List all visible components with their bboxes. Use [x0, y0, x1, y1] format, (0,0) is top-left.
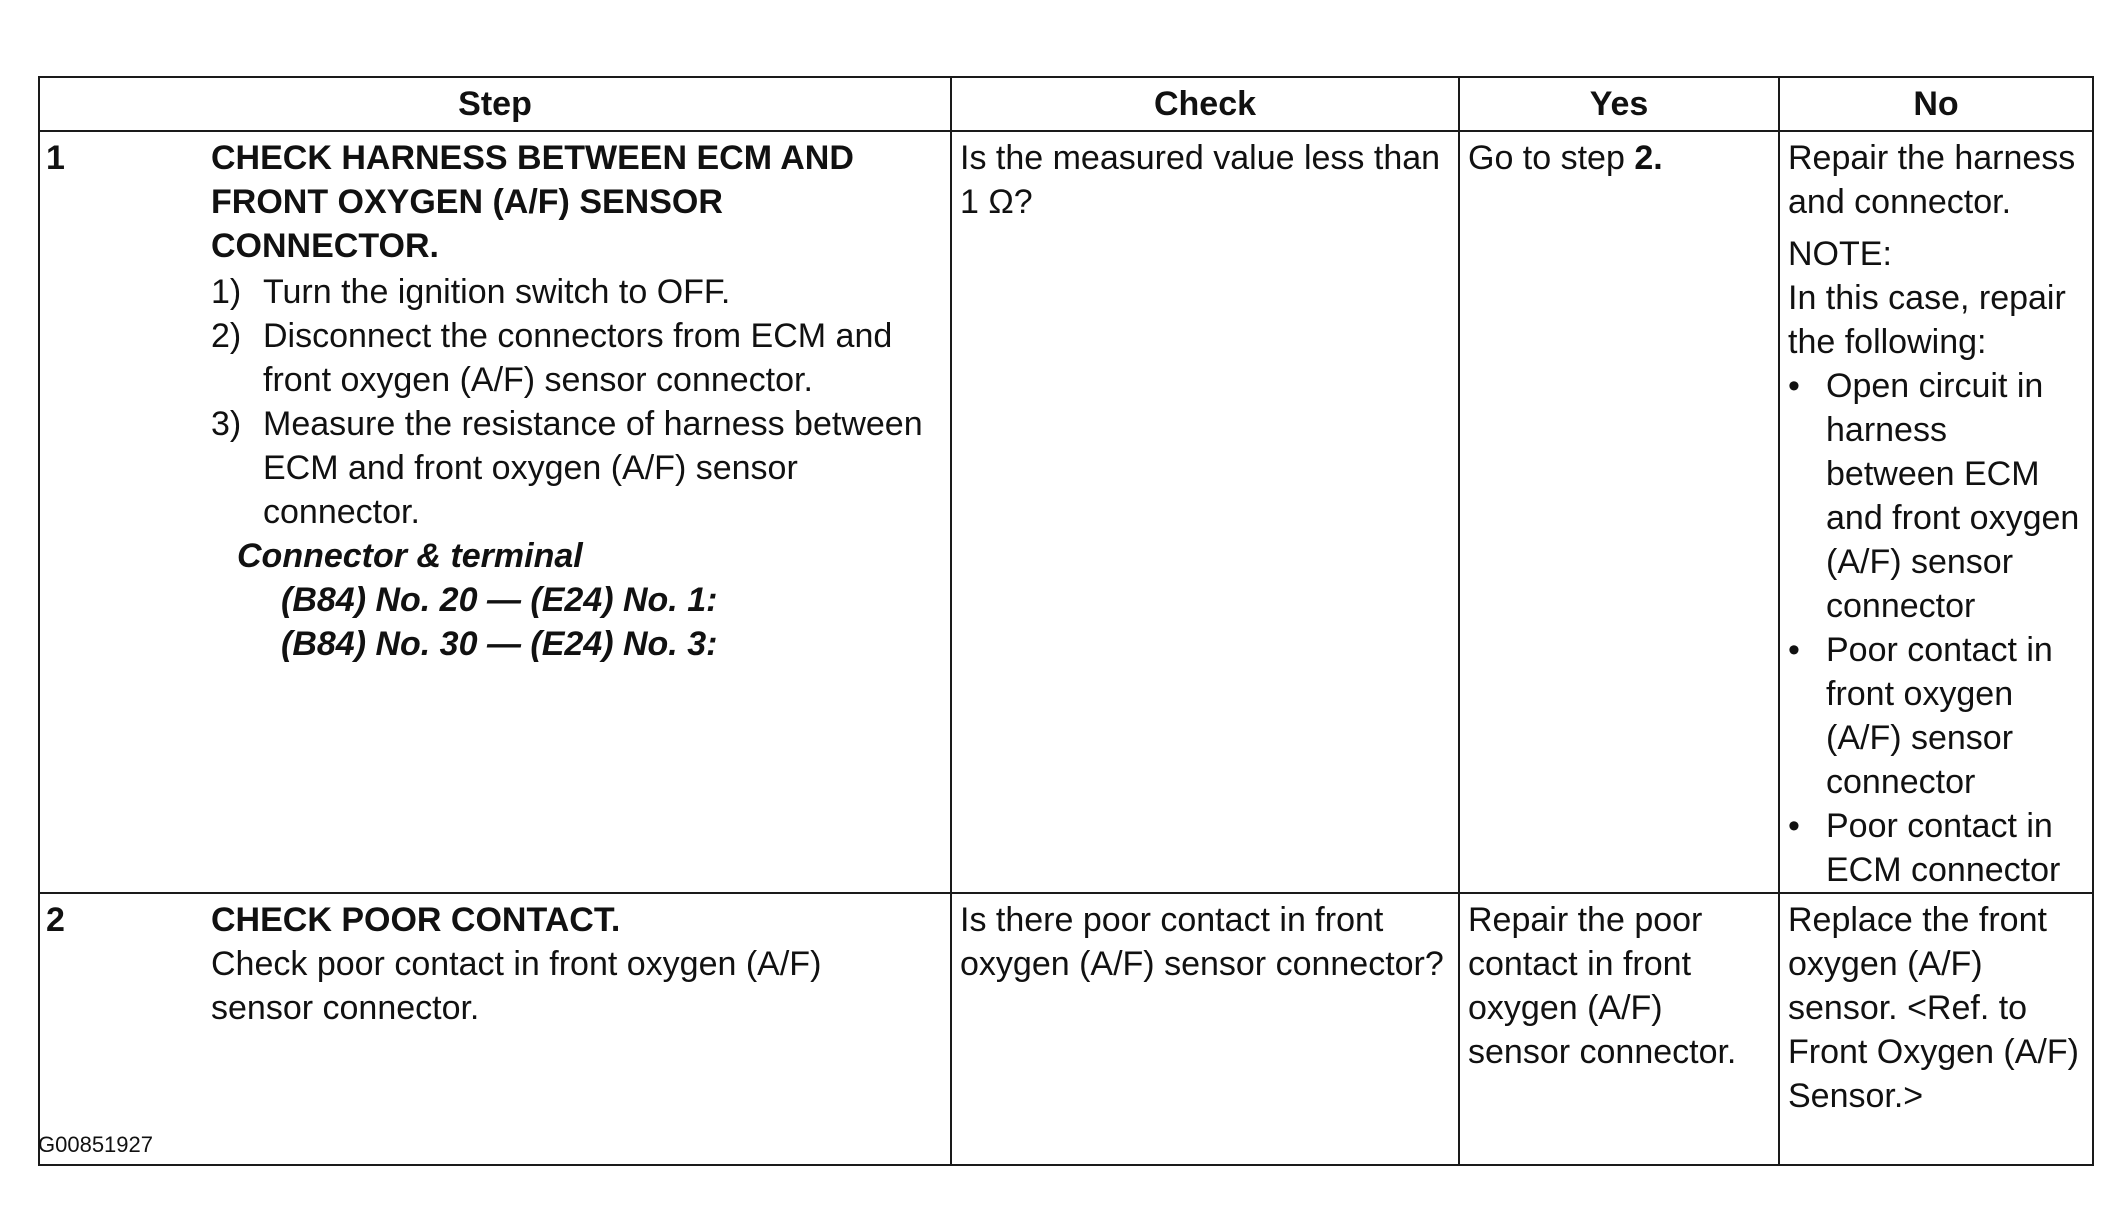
no-cell: Replace the front oxygen (A/F) sensor. <Ref. to Front Oxygen (A/F) Sensor.>: [1779, 893, 2093, 1165]
table-row: [39, 131, 2093, 893]
yes-text: Go to step: [1468, 139, 1625, 177]
list-item: [211, 314, 928, 402]
bullet-icon: •: [1788, 807, 1800, 845]
yes-step-ref: 2.: [1634, 139, 1663, 177]
step-cell: [211, 893, 951, 1165]
bullet-icon: •: [1788, 631, 1800, 669]
step-cell: [211, 131, 951, 893]
substep-text: Measure the resistance of harness between ECM and front oxygen (A/F) sensor connector.: [263, 405, 923, 531]
connector-label: Connector & terminal: [237, 537, 583, 575]
diagnostic-table: [38, 76, 2094, 1166]
bullet-text: Poor contact in ECM connector: [1826, 807, 2061, 889]
list-item: [1788, 804, 2084, 892]
table-row: [39, 893, 2093, 1165]
header-check: Check: [951, 77, 1459, 131]
substep-number: 2): [211, 317, 242, 355]
note-intro: In this case, repair the following:: [1788, 279, 2066, 361]
list-item: [211, 402, 928, 534]
step-number: 1: [39, 131, 211, 893]
connector-terminal-line: (B84) No. 30 — (E24) No. 3:: [281, 625, 718, 663]
yes-cell: [1459, 131, 1779, 893]
list-item: [211, 270, 928, 314]
note-bullet-list: [1788, 364, 2084, 892]
substep-list: [211, 270, 928, 534]
substep-text: Disconnect the connectors from ECM and front oxygen (A/F) sensor connector.: [263, 317, 893, 399]
header-no: No: [1779, 77, 2093, 131]
bullet-icon: •: [1788, 367, 1800, 405]
no-cell: [1779, 131, 2093, 893]
yes-cell: Repair the poor contact in front oxygen (A/F) sensor connector.: [1459, 893, 1779, 1165]
connector-terminal-line: (B84) No. 20 — (E24) No. 1:: [281, 581, 718, 619]
table-header-row: [39, 77, 2093, 131]
step-number: 2: [39, 893, 211, 1165]
step-title: CHECK POOR CONTACT.: [211, 901, 621, 939]
check-cell: Is there poor contact in front oxygen (A/F) sensor connector?: [951, 893, 1459, 1165]
bullet-text: Open circuit in harness between ECM and front oxygen (A/F) sensor connector: [1826, 367, 2080, 625]
bullet-text: Poor contact in front oxygen (A/F) sensor connector: [1826, 631, 2053, 801]
header-yes: Yes: [1459, 77, 1779, 131]
no-text: Repair the harness and connector.: [1788, 139, 2076, 221]
substep-text: Turn the ignition switch to OFF.: [263, 273, 731, 311]
list-item: [1788, 628, 2084, 804]
substep-number: 3): [211, 405, 242, 443]
substep-number: 1): [211, 273, 242, 311]
header-step: Step: [39, 77, 951, 131]
note-label: NOTE:: [1788, 235, 1892, 273]
list-item: [1788, 364, 2084, 628]
step-title: CHECK HARNESS BETWEEN ECM AND FRONT OXYGEN (A/F) SENSOR CONNECTOR.: [211, 139, 854, 265]
figure-id: G00851927: [38, 1132, 153, 1157]
check-cell: Is the measured value less than 1 Ω?: [951, 131, 1459, 893]
step-body: Check poor contact in front oxygen (A/F) sensor connector.: [211, 945, 822, 1027]
